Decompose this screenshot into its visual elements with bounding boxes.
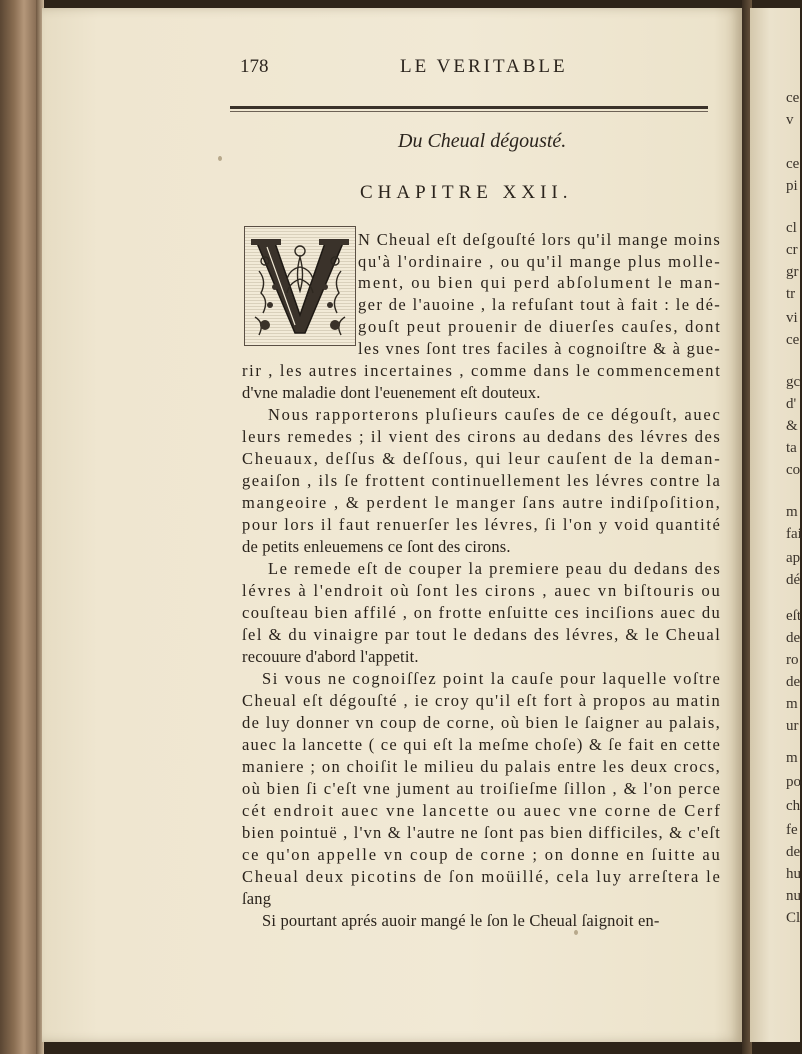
- facing-text-fragment: po: [786, 774, 801, 790]
- text-line: les vnes ſont tres faciles à cognoiſtre & à gue-: [358, 339, 722, 358]
- header-rule: [230, 106, 708, 109]
- text-line: Cheual deux picotins de ſon moüillé, cela luy arreſtera le: [242, 867, 722, 886]
- text-line: Cheuaux, deſſus & deſſous, qui leur cauſent de la deman-: [242, 449, 722, 468]
- paper-blemish: [574, 930, 578, 935]
- facing-text-fragment: gc: [786, 374, 801, 390]
- facing-text-fragment: nu: [786, 888, 801, 904]
- facing-text-fragment: cr: [786, 242, 798, 258]
- text-line: où bien ſi c'eſt vne jument au troiſieſme ſillon , & l'on perce: [242, 779, 722, 798]
- facing-text-fragment: de: [786, 674, 801, 690]
- text-line: de luy donner vn coup de corne, où bien le ſaigner au palais,: [242, 713, 722, 732]
- paper-blemish: [218, 156, 222, 161]
- text-line: Nous rapporterons pluſieurs cauſes de ce dégouſt, auec: [268, 405, 722, 424]
- facing-text-fragment: fe: [786, 822, 798, 838]
- facing-text-fragment: de: [786, 844, 801, 860]
- text-line: Le remede eſt de couper la premiere peau du dedans des: [268, 559, 722, 578]
- text-line: Si pourtant aprés auoir mangé le ſon le Cheual ſaignoit en-: [262, 911, 660, 930]
- facing-text-fragment: ro: [786, 652, 799, 668]
- facing-text-fragment: eſt: [786, 608, 801, 624]
- facing-text-fragment: m: [786, 504, 798, 520]
- facing-text-fragment: ap: [786, 550, 801, 566]
- facing-text-fragment: hu: [786, 866, 801, 882]
- text-line: ce qu'on appelle vn coup de corne ; on donne en ſuitte au: [242, 845, 722, 864]
- text-line: auec la lancette ( ce qui eſt la meſme choſe) & ſe fait en cette: [242, 735, 722, 754]
- facing-page: [750, 8, 800, 1042]
- text-line: geaiſon , ils ſe frottent continuellement les lévres contre la: [242, 471, 722, 490]
- text-line: Cheual eſt dégouſté , ie croy qu'il eſt fort à propos au matin: [242, 691, 722, 710]
- text-line: couſteau bien affilé , on frotte enſuitte ces inciſions auec du: [242, 603, 722, 622]
- text-line: leurs remedes ; il vient des cirons au dedans des lévres des: [242, 427, 722, 446]
- facing-text-fragment: &: [786, 418, 798, 434]
- facing-text-fragment: m: [786, 750, 798, 766]
- facing-text-fragment: ur: [786, 718, 799, 734]
- text-line: ment, ou bien qui perd abſolument le man-: [358, 273, 722, 292]
- text-line: d'vne maladie dont l'euenement eſt douteux.: [242, 383, 541, 402]
- text-line: bien pointuë , l'vn & l'autre ne ſont pas bien difficiles, & c'eſt: [242, 823, 721, 842]
- facing-text-fragment: vi: [786, 310, 798, 326]
- text-line: mangeoire , & perdent le manger ſans autre indiſpoſition,: [242, 493, 722, 512]
- facing-text-fragment: v: [786, 112, 794, 128]
- page-number: 178: [240, 56, 269, 77]
- facing-text-fragment: pi: [786, 178, 798, 194]
- book-spine: [0, 0, 40, 1054]
- text-line: rir , les autres incertaines , comme dans le commencement: [242, 361, 722, 380]
- section-title: Du Cheual dégousté.: [398, 130, 567, 152]
- text-line: recouure d'abord l'appetit.: [242, 647, 419, 666]
- facing-text-fragment: tr: [786, 286, 796, 302]
- text-line: cét endroit auec vne lancette ou auec vne corne de Cerf: [242, 801, 722, 820]
- text-line: ger de l'auoine , la refuſant tout à fait : le dé-: [358, 295, 722, 314]
- decorated-initial-v: [244, 226, 356, 346]
- facing-text-fragment: m: [786, 696, 798, 712]
- foliage-initial-icon: [245, 227, 355, 345]
- facing-text-fragment: Cl: [786, 910, 801, 926]
- chapter-heading: CHAPITRE XXII.: [360, 182, 573, 203]
- text-line: qu'à l'ordinaire , ou qu'il mange plus molle-: [358, 252, 722, 271]
- facing-text-fragment: ch: [786, 798, 801, 814]
- text-line: gouſt peut prouenir de diuerſes cauſes, dont: [358, 317, 722, 336]
- facing-text-fragment: dé: [786, 572, 801, 588]
- facing-text-fragment: ce: [786, 156, 800, 172]
- running-title: LE VERITABLE: [400, 56, 568, 77]
- text-line: ſang: [242, 889, 272, 908]
- text-line: ſel & du vinaigre par tout le dedans des lévres, & le Cheual: [242, 625, 722, 644]
- facing-text-fragment: ce: [786, 90, 800, 106]
- text-line: pour lors il faut renuerſer les lévres, ſi l'on y void quantité: [242, 515, 722, 534]
- facing-text-fragment: fai: [786, 526, 802, 542]
- facing-text-fragment: cl: [786, 220, 797, 236]
- text-line: lévres à l'endroit où ſont les cirons , auec vn biſtouris ou: [242, 581, 722, 600]
- text-line: maniere ; on choiſit le milieu du palais entre les deux crocs,: [242, 757, 722, 776]
- text-line: Si vous ne cognoiſſez point la cauſe pour laquelle voſtre: [262, 669, 722, 688]
- facing-text-fragment: de: [786, 630, 801, 646]
- text-line: de petits enleuemens ce ſont des cirons.: [242, 537, 511, 556]
- text-line: N Cheual eſt deſgouſté lors qu'il mange moins: [358, 230, 722, 249]
- header-rule-thin: [230, 111, 708, 112]
- facing-text-fragment: d': [786, 396, 797, 412]
- facing-text-fragment: co: [786, 462, 801, 478]
- facing-text-fragment: ta: [786, 440, 797, 456]
- facing-text-fragment: ce: [786, 332, 800, 348]
- facing-text-fragment: gr: [786, 264, 799, 280]
